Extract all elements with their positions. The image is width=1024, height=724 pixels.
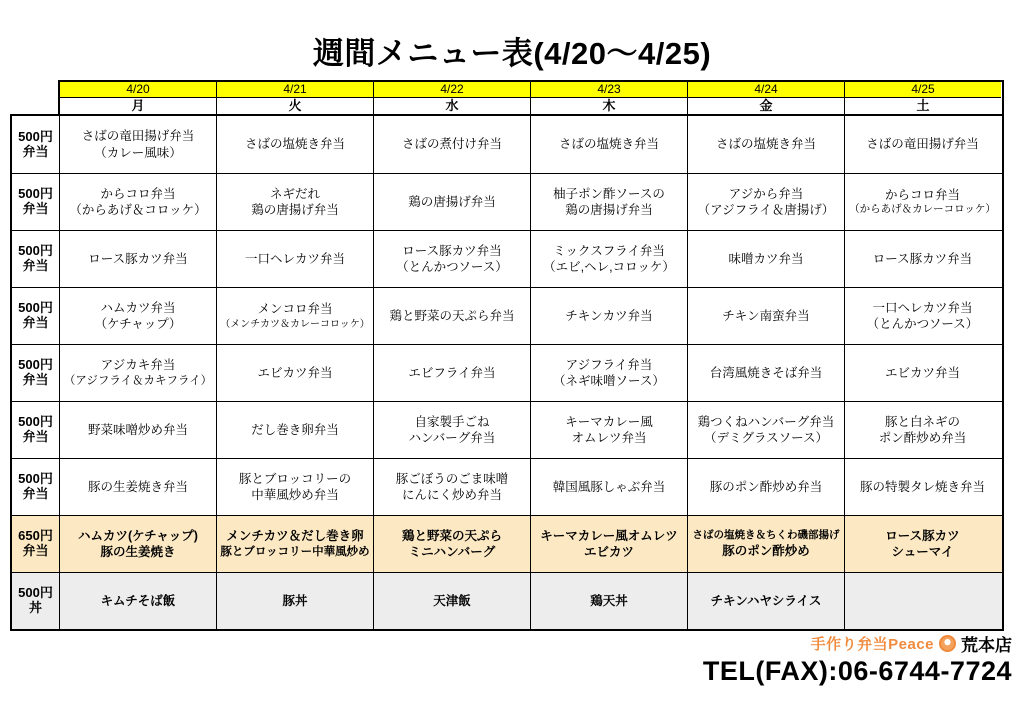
- menu-cell: キムチそば飯: [60, 573, 217, 629]
- shop-logo: 手作り弁当Peace: [810, 635, 934, 653]
- day-header: 金: [688, 97, 845, 114]
- menu-cell: 野菜味噌炒め弁当: [60, 402, 217, 458]
- menu-cell: キーマカレー風 オムレツ弁当: [531, 402, 688, 458]
- menu-cell: ミックスフライ弁当 （エビ,ヘレ,コロッケ）: [531, 231, 688, 287]
- table-row: [12, 515, 1002, 572]
- menu-cell: 鶏と野菜の天ぷら ミニハンバーグ: [374, 516, 531, 572]
- menu-cell: エビフライ弁当: [374, 345, 531, 401]
- table-row: [12, 116, 1002, 173]
- date-header: 4/20: [60, 82, 217, 97]
- menu-cell: さばの竜田揚げ弁当 （カレー風味）: [60, 116, 217, 173]
- menu-cell: さばの塩焼き弁当: [531, 116, 688, 173]
- menu-cell: ハムカツ弁当 （ケチャップ）: [60, 288, 217, 344]
- menu-cell: 天津飯: [374, 573, 531, 629]
- menu-cell: 豚の特製タレ焼き弁当: [859, 479, 985, 494]
- price-label: 500円 弁当: [12, 174, 60, 230]
- table-row: [12, 458, 1002, 515]
- date-header: 4/24: [688, 82, 845, 97]
- menu-cell: アジカキ弁当 （アジフライ＆カキフライ）: [60, 345, 217, 401]
- menu-cell: さばの煮付け弁当: [374, 116, 531, 173]
- date-row: [60, 82, 1002, 97]
- menu-cell: 豚のポン酢炒め弁当: [688, 459, 845, 515]
- menu-cell: ロース豚カツ シューマイ: [885, 528, 960, 559]
- menu-cell: キーマカレー風オムレツ エビカツ: [531, 516, 688, 572]
- price-label: 500円 丼: [12, 573, 60, 629]
- menu-cell: さばの塩焼き弁当: [217, 116, 374, 173]
- menu-cell: 鶏つくねハンバーグ弁当 （デミグラスソース）: [688, 402, 845, 458]
- menu-cell: 豚丼: [217, 573, 374, 629]
- day-header: 水: [374, 97, 531, 114]
- menu-cell: ロース豚カツ弁当 （とんかつソース）: [374, 231, 531, 287]
- menu-cell: チキンカツ弁当: [531, 288, 688, 344]
- day-header: 土: [845, 97, 1001, 114]
- day-header: 木: [531, 97, 688, 114]
- menu-cell: 豚ごぼうのごま味噌 にんにく炒め弁当: [374, 459, 531, 515]
- menu-cell: 韓国風豚しゃぶ弁当: [531, 459, 688, 515]
- menu-cell: さばの塩焼き＆ちくわ磯部揚げ 豚のポン酢炒め: [688, 516, 845, 572]
- menu-cell: からコロ弁当 （からあげ＆コロッケ）: [60, 174, 217, 230]
- menu-cell: 自家製手ごね ハンバーグ弁当: [374, 402, 531, 458]
- page-title: 週間メニュー表(4/20～4/25): [312, 36, 712, 71]
- menu-cell: アジフライ弁当 （ネギ味噌ソース）: [531, 345, 688, 401]
- table-body: [10, 114, 1004, 631]
- price-label: 500円 弁当: [12, 116, 60, 173]
- menu-cell: ロース豚カツ弁当: [60, 231, 217, 287]
- store-name: 荒本店: [961, 635, 1012, 655]
- table-row: [12, 287, 1002, 344]
- price-label: 500円 弁当: [12, 345, 60, 401]
- menu-cell: チキンハヤシライス: [688, 573, 845, 629]
- table-row: [12, 401, 1002, 458]
- menu-cell: [845, 573, 1000, 629]
- menu-cell: ネギだれ 鶏の唐揚げ弁当: [217, 174, 374, 230]
- date-header: 4/22: [374, 82, 531, 97]
- menu-cell: アジから弁当 （アジフライ＆唐揚げ）: [688, 174, 845, 230]
- menu-cell: 鶏の唐揚げ弁当: [374, 174, 531, 230]
- price-label: 500円 弁当: [12, 459, 60, 515]
- footer: [703, 631, 1012, 687]
- menu-cell: メンコロ弁当 （メンチカツ＆カレーコロッケ）: [217, 288, 374, 344]
- mascot-icon: [939, 635, 956, 652]
- menu-cell: 柚子ポン酢ソースの 鶏の唐揚げ弁当: [531, 174, 688, 230]
- price-label: 500円 弁当: [12, 402, 60, 458]
- menu-cell: だし巻き卵弁当: [217, 402, 374, 458]
- menu-cell: ロース豚カツ弁当: [872, 251, 973, 266]
- table-row: [12, 572, 1002, 629]
- menu-cell: 豚の生姜焼き弁当: [60, 459, 217, 515]
- price-label: 650円 弁当: [12, 516, 60, 572]
- menu-cell: 一口ヘレカツ弁当 （とんかつソース）: [866, 300, 979, 331]
- day-header: 月: [60, 97, 217, 114]
- date-header: 4/21: [217, 82, 374, 97]
- menu-table: [10, 80, 1004, 631]
- price-label: 500円 弁当: [12, 231, 60, 287]
- date-header: 4/25: [845, 82, 1001, 97]
- menu-cell: 豚とブロッコリーの 中華風炒め弁当: [217, 459, 374, 515]
- menu-cell: メンチカツ＆だし巻き卵 豚とブロッコリー中華風炒め: [217, 516, 374, 572]
- day-header: 火: [217, 97, 374, 114]
- menu-cell: さばの竜田揚げ弁当: [866, 137, 979, 152]
- menu-cell: 台湾風焼きそば弁当: [688, 345, 845, 401]
- table-row: [12, 344, 1002, 401]
- date-header: 4/23: [531, 82, 688, 97]
- menu-cell: ハムカツ(ケチャップ) 豚の生姜焼き: [60, 516, 217, 572]
- brand-line: [703, 631, 1012, 655]
- menu-cell: チキン南蛮弁当: [688, 288, 845, 344]
- menu-cell: エビカツ弁当: [884, 365, 960, 380]
- menu-cell: 鶏天丼: [531, 573, 688, 629]
- day-row: [60, 97, 1002, 114]
- table-row: [12, 230, 1002, 287]
- menu-cell: さばの塩焼き弁当: [688, 116, 845, 173]
- menu-cell: エビカツ弁当: [217, 345, 374, 401]
- menu-cell: 豚と白ネギの ポン酢炒め弁当: [878, 414, 967, 445]
- menu-cell: 味噌カツ弁当: [688, 231, 845, 287]
- price-label: 500円 弁当: [12, 288, 60, 344]
- phone-number: TEL(FAX):06-6744-7724: [702, 656, 1012, 686]
- table-header: [58, 80, 1004, 114]
- menu-cell: 一口ヘレカツ弁当: [217, 231, 374, 287]
- menu-cell: からコロ弁当 （からあげ＆カレーコロッケ）: [849, 188, 996, 216]
- menu-cell: 鶏と野菜の天ぷら弁当: [374, 288, 531, 344]
- table-row: [12, 173, 1002, 230]
